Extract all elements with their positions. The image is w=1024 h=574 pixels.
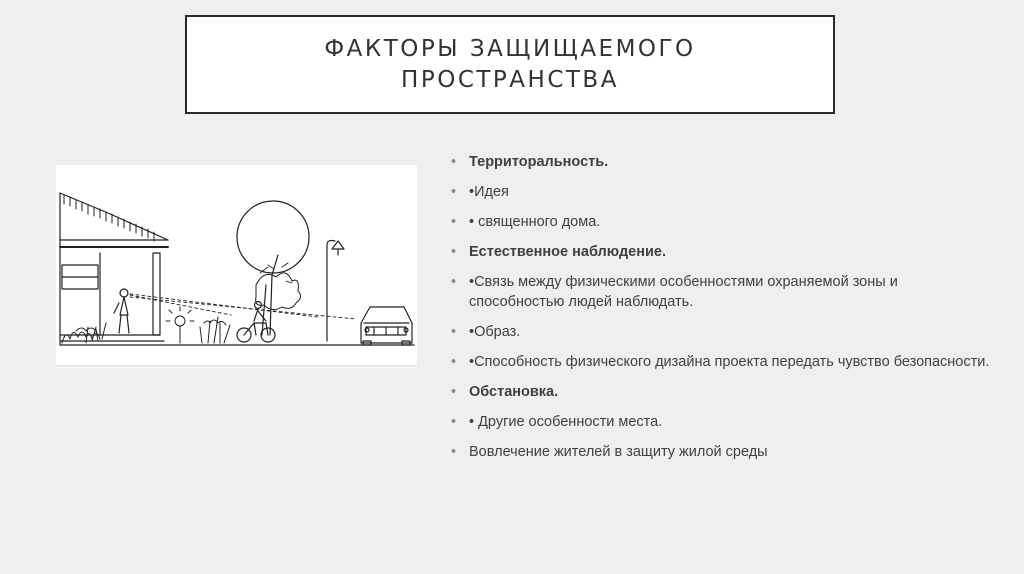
bullet-text: • Другие особенности места. (469, 414, 663, 430)
bush-drawing (200, 317, 230, 343)
cyclist-figure (237, 302, 275, 343)
bullet-marker: • (451, 244, 457, 260)
street-surveillance-illustration (56, 165, 417, 368)
bullet-list (451, 152, 991, 472)
bullet-marker: • (451, 414, 457, 430)
bullet-item-image (451, 322, 991, 342)
bullet-item-sacred-home (451, 212, 991, 232)
bullet-text: •Связь между физическими особенностями охраняемой зоны и способностью людей наблюдать. (469, 274, 898, 310)
house-drawing (60, 193, 168, 345)
bullet-item-design-safety (451, 352, 991, 372)
bullet-text: Территоральность. (469, 154, 609, 170)
title-box (185, 15, 835, 114)
bullet-marker: • (451, 154, 457, 170)
bullet-text: Естественное наблюдение. (469, 244, 666, 260)
bullet-marker: • (451, 274, 457, 290)
bullet-item-natural-surveillance (451, 242, 991, 262)
bullet-item-physical-link (451, 272, 991, 312)
bullet-text: Обстановка. (469, 384, 559, 400)
bullet-text: Вовлечение жителей в защиту жилой среды (469, 444, 768, 460)
slide-title-line-1: ФАКТОРЫ ЗАЩИЩАЕМОГО (324, 35, 696, 62)
bullet-item-territoriality (451, 152, 991, 172)
bullet-item-place-features (451, 412, 991, 432)
bullet-text: • священного дома. (469, 214, 601, 230)
bullet-text: •Образ. (469, 324, 521, 340)
bullet-marker: • (451, 214, 457, 230)
bullet-text: •Способность физического дизайна проекта передать чувство безопасности. (469, 354, 990, 370)
slide-title (324, 34, 695, 96)
street-lamp-drawing (327, 241, 344, 342)
resident-figure (114, 289, 129, 333)
bullet-item-resident-involvement (451, 442, 991, 462)
slide-title-line-2: ПРОСТРАНСТВА (401, 66, 619, 93)
bullet-text: •Идея (469, 184, 509, 200)
sight-lines (130, 294, 356, 319)
bullet-marker: • (451, 384, 457, 400)
bullet-marker: • (451, 444, 457, 460)
bullet-marker: • (451, 324, 457, 340)
car-drawing (361, 307, 412, 345)
bullet-item-setting (451, 382, 991, 402)
light-symbol (166, 307, 194, 343)
bullet-item-idea (451, 182, 991, 202)
bullet-marker: • (451, 184, 457, 200)
bullet-marker: • (451, 354, 457, 370)
